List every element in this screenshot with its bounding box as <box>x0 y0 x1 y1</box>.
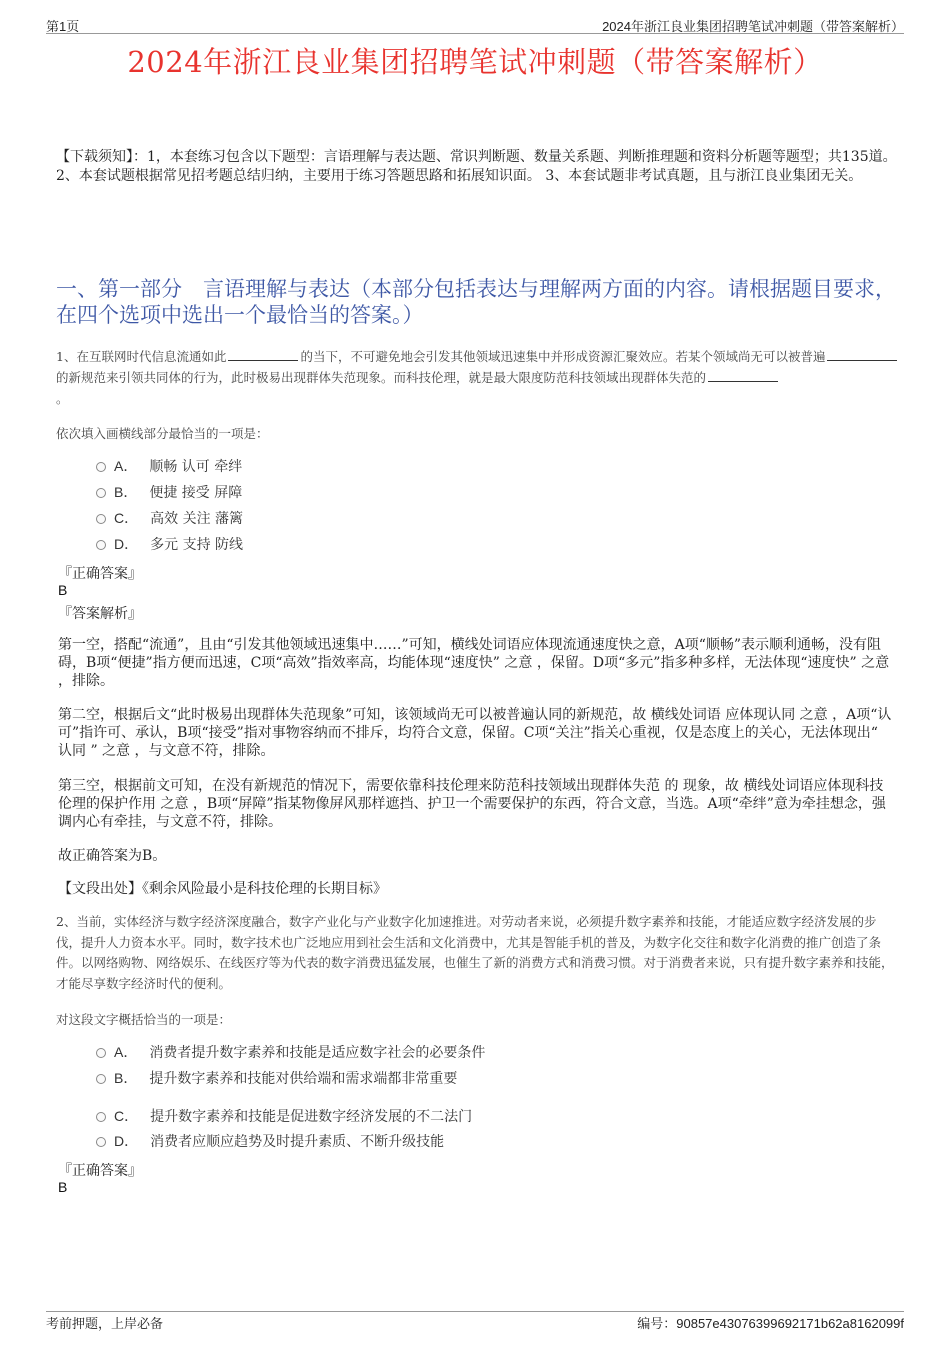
q1-analysis-para-2: 第二空，根据后文“此时极易出现群体失范现象”可知，该领域尚无可以被普遍认同的新规范，故 横线处词语 应体现认同 之意 ，A项“认可”指许可、承认，B项“接受”指对事物容纳而不排斥，均符合文意，保留。C项“关注”指关心重视，仅是态度上的关心，无法体现出“ 认同 ” 之意 ，与文意不符，排除。 <box>58 707 892 759</box>
header-page-label: 第1页 <box>46 19 80 34</box>
q1-answer-label: 『正确答案』 <box>58 566 142 582</box>
radio-icon[interactable] <box>96 1112 106 1122</box>
blank-2 <box>827 348 897 361</box>
blank-3 <box>708 369 778 382</box>
footer-slogan: 考前押题，上岸必备 <box>46 1317 164 1332</box>
q1-source: 【文段出处】《剩余风险最小是科技伦理的长期目标》 <box>58 881 387 897</box>
q1-conclusion: 故正确答案为B。 <box>58 848 167 864</box>
q1-analysis-para-1: 第一空，搭配“流通”，且由“引发其他领域迅速集中……”可知，横线处词语应体现流通速度快之意，A项“顺畅”表示顺利通畅，没有阻碍，B项“便捷”指方便而迅速，C项“高效”指效率高，均能体现“速度快” 之意 ，保留。D项“多元”指多种多样，无法体现“速度快” 之意 ，排除。 <box>58 637 890 689</box>
radio-icon[interactable] <box>96 514 106 524</box>
radio-icon[interactable] <box>96 462 106 472</box>
q2-answer-label: 『正确答案』 <box>58 1163 142 1179</box>
question-2-stem: 2、当前，实体经济与数字经济深度融合，数字产业化与产业数字化加速推进。对劳动者来说，必须提升数字素养和技能，才能适应数字经济发展的步伐，提升人力资本水平。同时，数字技术也广泛地应用到社会生活和文化消费中，尤其是智能手机的普及，为数字化交往和数字化消费的推广创造了条件。以网络购物、网络娱乐、在线医疗等为代表的数字消费迅猛发展，也催生了新的消费方式和消费习惯。对于消费者来说，只有提升数字素养和技能，才能尽享数字经济时代的便利。 <box>56 914 894 991</box>
q1-stem-part-b: 的当下，不可避免地会引发其他领域迅速集中并形成资源汇聚效应。若某个领域尚无可以被普遍 <box>300 349 826 364</box>
blank-1 <box>228 348 298 361</box>
radio-icon[interactable] <box>96 1137 106 1147</box>
footer-divider <box>46 1311 904 1312</box>
question-1-instruction: 依次填入画横线部分最恰当的一项是： <box>56 426 269 441</box>
radio-icon[interactable] <box>96 1048 106 1058</box>
q2-option-a[interactable]: A． 消费者提升数字素养和技能是适应数字社会的必要条件 <box>96 1042 485 1062</box>
header-doc-title: 2024年浙江良业集团招聘笔试冲刺题（带答案解析） <box>602 19 904 34</box>
q1-option-d[interactable]: D． 多元 支持 防线 <box>96 534 243 554</box>
q1-option-a[interactable]: A． 顺畅 认可 牵绊 <box>96 456 242 476</box>
header-divider <box>46 33 904 34</box>
question-2-instruction: 对这段文字概括恰当的一项是： <box>56 1012 232 1027</box>
footer-serial: 编号：90857e43076399692171b62a8162099f <box>637 1316 904 1331</box>
section-heading: 一、第一部分 言语理解与表达（本部分包括表达与理解两方面的内容。请根据题目要求，在四个选项中选出一个最恰当的答案。） <box>56 277 896 327</box>
q1-stem-part-d: 。 <box>56 391 69 406</box>
radio-icon[interactable] <box>96 488 106 498</box>
q1-answer: B <box>58 582 68 598</box>
q2-option-d[interactable]: D． 消费者应顺应趋势及时提升素质、不断升级技能 <box>96 1131 444 1151</box>
q1-stem-part-a: 1、在互联网时代信息流通如此 <box>56 349 227 364</box>
radio-icon[interactable] <box>96 540 106 550</box>
document-title: 2024年浙江良业集团招聘笔试冲刺题（带答案解析） <box>127 45 823 79</box>
q2-option-c[interactable]: C． 提升数字素养和技能是促进数字经济发展的不二法门 <box>96 1106 472 1126</box>
q1-analysis-para-3: 第三空，根据前文可知，在没有新规范的情况下，需要依靠科技伦理来防范科技领域出现群体失范 的 现象，故 横线处词语应体现科技伦理的保护作用 之意 ，B项“屏障”指某物像屏风那样遮挡、护卫一个需要保护的东西，符合文意，当选。A项“牵绊”意为牵挂想念，强调内心有牵挂，与文意不符，排除。 <box>58 778 886 830</box>
question-1-stem <box>56 346 900 409</box>
q2-answer: B <box>58 1179 68 1195</box>
radio-icon[interactable] <box>96 1074 106 1084</box>
q1-stem-part-c: 的新规范来引领共同体的行为，此时极易出现群体失范现象。而科技伦理，就是最大限度防范科技领域出现群体失范的 <box>56 370 707 385</box>
download-notice: 【下载须知】：1，本套练习包含以下题型：言语理解与表达题、常识判断题、数量关系题、判断推理题和资料分析题等题型；共135道。 2、本套试题根据常见招考题总结归纳，主要用于练习答题思路和拓展知识面。 3、本套试题非考试真题，且与浙江良业集团无关。 <box>56 149 897 184</box>
q1-analysis-label: 『答案解析』 <box>58 606 142 622</box>
q2-option-b[interactable]: B． 提升数字素养和技能对供给端和需求端都非常重要 <box>96 1068 457 1088</box>
q1-option-b[interactable]: B． 便捷 接受 屏障 <box>96 482 242 502</box>
q1-option-c[interactable]: C． 高效 关注 藩篱 <box>96 508 243 528</box>
